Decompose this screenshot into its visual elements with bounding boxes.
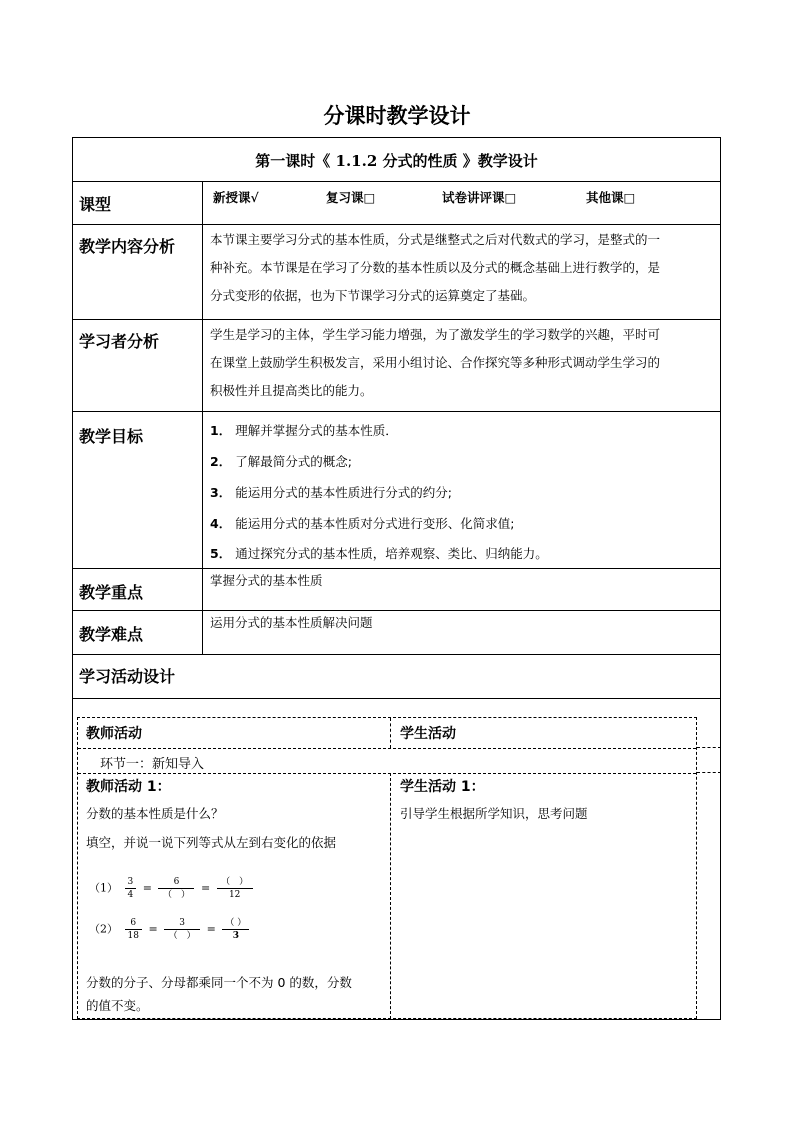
objective-item [210,421,398,439]
lesson-header: 第一课时《 1.1.2 分式的性质 》教学设计 [255,152,538,170]
learner-analysis-line: 学生是学习的主体，学生学习能力增强，为了激发学生的学习数学的兴趣，平时可 [210,327,661,342]
row-divider [73,181,720,182]
numerator-blank: （ ） [217,876,253,889]
teacher-activity-title: 教师活动 1： [86,779,171,795]
objective-text: 理解并掌握分式的基本性质． [235,423,398,438]
row-divider [73,224,720,225]
equals-sign: = [206,922,216,936]
section-title: 环节一：新知导入 [100,757,205,772]
objective-number: 2． [210,454,232,469]
objective-text: 能运用分式的基本性质对分式进行变形、化简求值; [235,516,515,531]
content-analysis-text [210,226,715,310]
learner-analysis-line: 在课堂上鼓励学生积极发言，采用小组讨论、合作探究等多种形式调动学生学习的 [210,355,661,370]
conclusion-line: 分数的分子、分母都乘同一个不为 0 的数，分数 [86,975,352,990]
learner-analysis-label: 学习者分析 [79,332,160,351]
numerator: 3 [125,876,137,889]
fraction [217,876,253,901]
equation-label: （1） [89,881,118,895]
fraction [164,917,200,942]
row-divider [73,411,720,412]
difficulty-label: 教学难点 [79,625,144,644]
fraction [222,917,249,942]
document-title: 分课时教学设计 [323,103,471,128]
denominator-blank: （ ） [162,890,190,900]
learner-analysis-line: 积极性并且提高类比的能力。 [210,383,373,398]
activity-design-label: 学习活动设计 [79,667,176,686]
content-analysis-label: 教学内容分析 [79,237,176,256]
teacher-activity-header: 教师活动 [86,726,142,742]
fraction [125,876,137,901]
denominator: 12 [228,890,241,900]
content-analysis-line: 种补充。本节课是在学习了分数的基本性质以及分式的概念基础上进行教学的，是 [210,260,661,275]
activity-column-divider [390,718,391,748]
question-basic-property: 分数的基本性质是什么？ [86,806,224,821]
fraction [158,876,194,901]
conclusion-line: 的值不变。 [86,998,149,1013]
activity-row-divider [697,747,721,748]
numerator: 6 [125,917,142,930]
equation-2 [89,917,252,942]
fraction [125,917,142,942]
row-divider [73,319,720,320]
objective-text: 通过探究分式的基本性质，培养观察、类比、归纳能力。 [235,546,548,561]
option-new-lesson: 新授课√ [213,190,259,205]
objective-item [210,483,452,501]
objective-text: 了解最简分式的概念; [235,454,352,469]
content-analysis-line: 本节课主要学习分式的基本性质，分式是继整式之后对代数式的学习，是整式的一 [210,232,661,247]
question-fill-in: 填空，并说一说下列等式从左到右变化的依据 [86,835,337,850]
activity-row-divider [78,773,696,774]
activity-row-divider [697,772,721,773]
objective-text: 能运用分式的基本性质进行分式的约分; [235,485,452,500]
difficulty-text: 运用分式的基本性质解决问题 [210,615,373,630]
option-exam-review-lesson: 试卷讲评课□ [442,190,517,205]
equation-1 [89,876,256,901]
activity-row-divider [78,748,696,749]
objective-number: 3． [210,485,232,500]
course-type-label: 课型 [79,195,112,214]
denominator-blank: （ ） [168,931,196,941]
student-activity-title: 学生活动 1： [400,779,485,795]
column-divider [202,181,203,654]
denominator: 18 [127,931,139,941]
option-review-lesson: 复习课□ [326,190,376,205]
objectives-label: 教学目标 [79,427,144,446]
row-divider [73,698,720,699]
equals-sign: = [142,881,152,895]
key-point-text: 掌握分式的基本性质 [210,573,323,588]
row-divider [73,654,720,655]
learner-analysis-text [210,321,715,405]
student-activity-text: 引导学生根据所学知识，思考问题 [400,806,588,821]
numerator: 6 [158,876,194,889]
numerator: 3 [164,917,200,930]
denominator: 4 [127,890,134,900]
content-analysis-line: 分式变形的依据，也为下节课学习分式的运算奠定了基础。 [210,288,536,303]
numerator-blank: （ ） [222,917,249,930]
equals-sign: = [200,881,211,895]
equation-label: （2） [89,922,118,936]
objective-number: 4． [210,516,232,531]
student-activity-header: 学生活动 [400,726,456,742]
activity-table [77,717,697,1019]
objective-item [210,452,352,470]
option-other-lesson: 其他课□ [586,190,636,205]
objective-number: 5． [210,546,232,561]
objective-number: 1． [210,423,232,438]
equals-sign: = [148,922,158,936]
objective-item [210,544,548,562]
activity-column-divider [390,773,391,1019]
key-point-label: 教学重点 [79,583,144,602]
objective-item [210,514,514,532]
denominator: 3 [232,931,239,941]
